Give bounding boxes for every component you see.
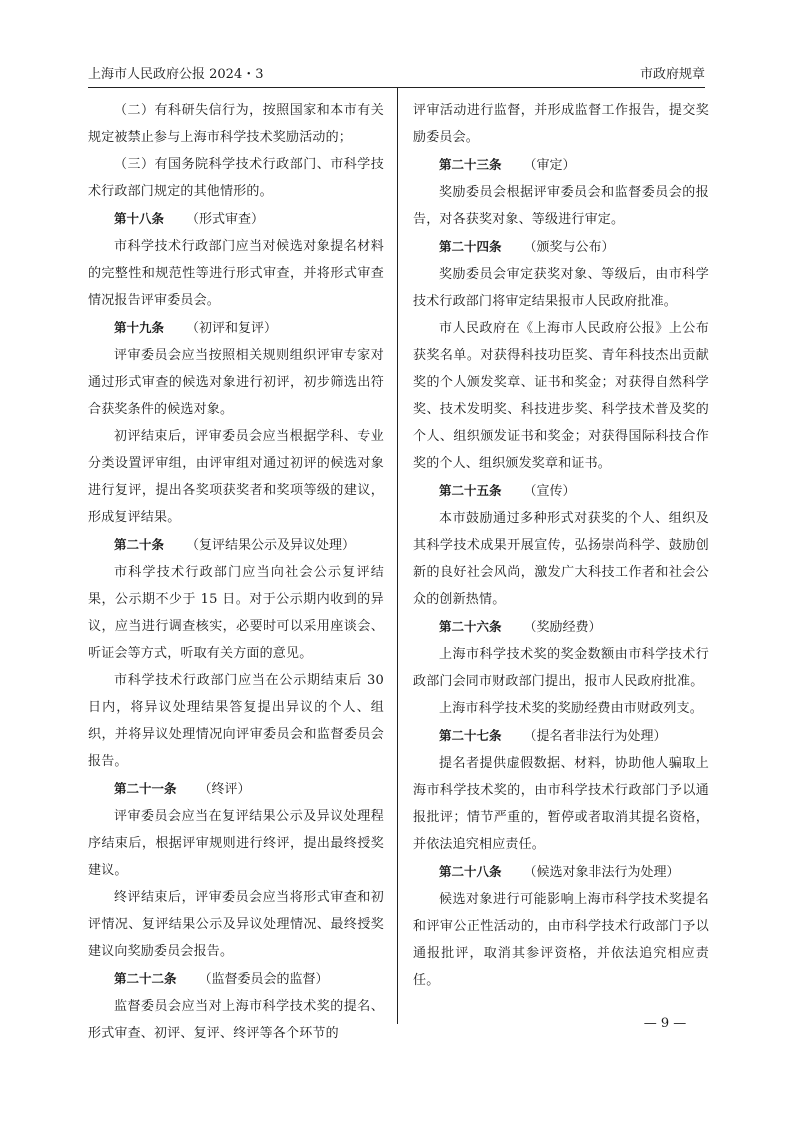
- paragraph: 终评结束后，评审委员会应当将形式审查和初评情况、复评结果公示及异议处理情况、最终授奖建议向奖励委员会报告。: [88, 890, 384, 959]
- paragraph: 奖励委员会审定获奖对象、等级后，由市科学技术行政部门将审定结果报市人民政府批准。: [413, 267, 709, 309]
- article-title: （初评和复评）: [186, 321, 278, 336]
- paragraph: 上海市科学技术奖的奖金数额由市科学技术行政部门会同市财政部门提出，报市人民政府批准。: [413, 647, 709, 689]
- article-heading: [88, 531, 384, 559]
- article-title: （颁奖与公布）: [523, 240, 615, 255]
- paragraph: 市科学技术行政部门应当向社会公示复评结果，公示期不少于 15 日。对于公示期内收到的异议，应当进行调查核实，必要时可以采用座谈会、听证会等方式，听取有关方面的意见。: [88, 565, 384, 661]
- paragraph: 候选对象进行可能影响上海市科学技术奖提名和评审公正性活动的，由市科学技术行政部门予以通报批评，取消其参评资格，并依法追究相应责任。: [413, 892, 709, 988]
- article-number: 第二十八条: [439, 864, 502, 879]
- paragraph: 市科学技术行政部门应当在公示期结束后 30 日内，将异议处理结果答复提出异议的个人、组织，并将异议处理情况向评审委员会和监督委员会报告。: [88, 673, 384, 769]
- article-number: 第二十条: [114, 537, 165, 552]
- article-title: （形式审查）: [186, 212, 265, 227]
- paragraph: （三）有国务院科学技术行政部门、市科学技术行政部门规定的其他情形的。: [88, 157, 384, 199]
- article-title: （奖励经费）: [523, 620, 602, 635]
- article-title: （审定）: [523, 158, 576, 173]
- article-heading: [413, 613, 709, 641]
- article-heading: [88, 775, 384, 803]
- right-column: [413, 97, 709, 994]
- paragraph: 本市鼓励通过多种形式对获奖的个人、组织及其科学技术成果开展宣传，弘扬崇尚科学、鼓励创新的良好社会风尚，激发广大科技工作者和社会公众的创新热情。: [413, 511, 709, 607]
- page-number: — 9 —: [643, 1016, 687, 1031]
- paragraph: 评审委员会应当按照相关规则组织评审专家对通过形式审查的候选对象进行初评，初步筛选出符合获奖条件的候选对象。: [88, 348, 384, 417]
- paragraph: 提名者提供虚假数据、材料，协助他人骗取上海市科学技术奖的，由市科学技术行政部门予以通报批评；情节严重的，暂停或者取消其提名资格，并依法追究相应责任。: [413, 756, 709, 852]
- column-divider: [397, 88, 398, 1024]
- article-number: 第二十二条: [114, 971, 177, 986]
- article-title: （监督委员会的监督）: [198, 972, 329, 987]
- article-heading: [413, 233, 709, 261]
- paragraph: 监督委员会应当对上海市科学技术奖的提名、形式审查、初评、复评、终评等各个环节的: [88, 999, 384, 1041]
- article-heading: [88, 205, 384, 233]
- article-number: 第二十四条: [439, 239, 502, 254]
- section-title: 市政府规章: [639, 67, 705, 82]
- paragraph: （二）有科研失信行为，按照国家和本市有关规定被禁止参与上海市科学技术奖励活动的；: [88, 103, 384, 145]
- running-header: [88, 63, 705, 83]
- article-number: 第二十六条: [439, 619, 502, 634]
- article-title: （终评）: [198, 782, 251, 797]
- paragraph: 市人民政府在《上海市人民政府公报》上公布获奖名单。对获得科技功臣奖、青年科技杰出贡献奖的个人颁发奖章、证书和奖金；对获得自然科学奖、技术发明奖、科技进步奖、科学技术普及奖的个人、组织颁发证书和奖金；对获得国际科技合作奖的个人、组织颁发奖章和证书。: [413, 321, 709, 471]
- paragraph: 上海市科学技术奖的奖励经费由市财政列支。: [439, 701, 704, 716]
- article-number: 第二十一条: [114, 781, 177, 796]
- article-title: （宣传）: [523, 484, 576, 499]
- article-number: 第二十五条: [439, 483, 502, 498]
- paragraph: 评审活动进行监督，并形成监督工作报告，提交奖励委员会。: [413, 103, 709, 145]
- paragraph: 市科学技术行政部门应当对候选对象提名材料的完整性和规范性等进行形式审查，并将形式审查情况报告评审委员会。: [88, 239, 384, 308]
- article-heading: [413, 151, 709, 179]
- article-number: 第十八条: [114, 211, 165, 226]
- paragraph: 初评结束后，评审委员会应当根据学科、专业分类设置评审组，由评审组对通过初评的候选对象进行复评，提出各奖项获奖者和奖项等级的建议，形成复评结果。: [88, 429, 384, 525]
- article-heading: [88, 965, 384, 993]
- article-heading: [88, 314, 384, 342]
- article-heading: [413, 477, 709, 505]
- left-column: [88, 97, 384, 1047]
- journal-title: 上海市人民政府公报 2024・3: [88, 67, 264, 82]
- article-number: 第二十三条: [439, 157, 502, 172]
- article-title: （候选对象非法行为处理）: [523, 865, 680, 880]
- article-title: （提名者非法行为处理）: [523, 729, 667, 744]
- paragraph: 评审委员会应当在复评结果公示及异议处理程序结束后，根据评审规则进行终评，提出最终授奖建议。: [88, 809, 384, 878]
- paragraph: 奖励委员会根据评审委员会和监督委员会的报告，对各获奖对象、等级进行审定。: [413, 185, 709, 227]
- article-number: 第十九条: [114, 320, 165, 335]
- article-title: （复评结果公示及异议处理）: [186, 538, 356, 553]
- article-number: 第二十七条: [439, 728, 502, 743]
- article-heading: [413, 858, 709, 886]
- article-heading: [413, 722, 709, 750]
